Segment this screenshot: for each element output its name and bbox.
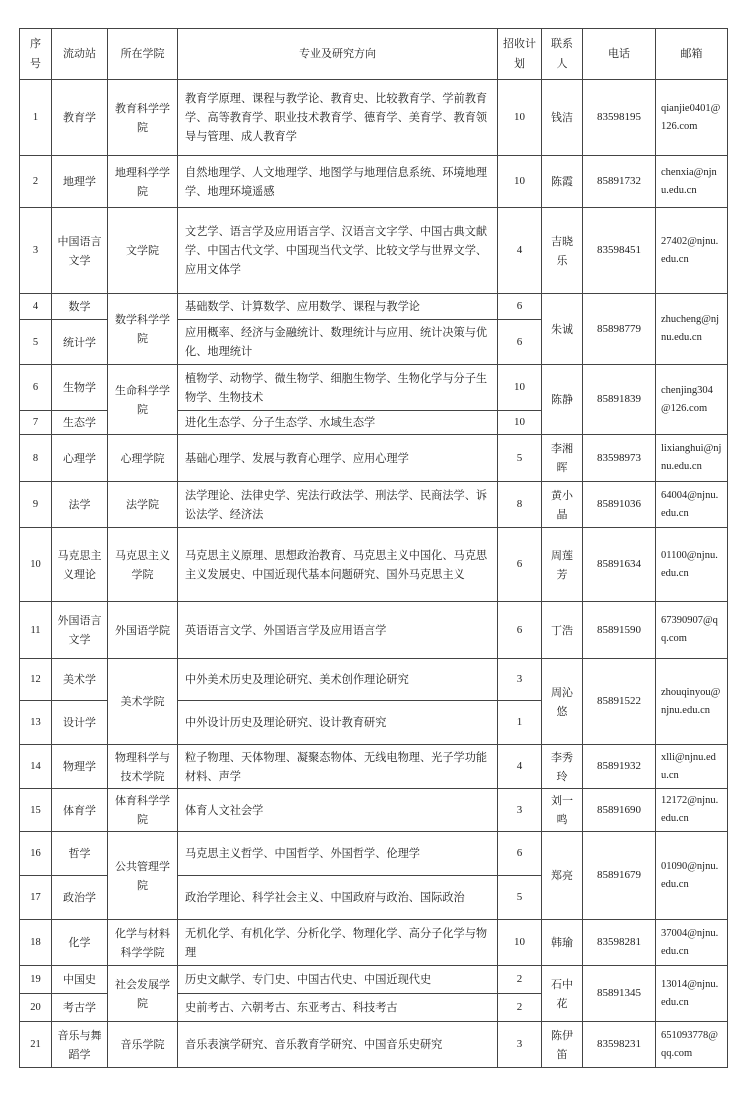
college-cell: 生命科学学院 [108,365,178,435]
email-cell: 27402@njnu.edu.cn [656,208,728,294]
direction-cell: 无机化学、有机化学、分析化学、物理化学、高分子化学与物理 [178,920,498,966]
phone-cell: 85891679 [583,832,656,920]
phone-cell: 85891690 [583,789,656,832]
direction-cell: 中外设计历史及理论研究、设计教育研究 [178,701,498,745]
station-cell: 统计学 [52,320,108,365]
email-cell: qianjie0401@126.com [656,80,728,156]
row-no: 7 [20,411,52,435]
direction-cell: 历史文献学、专门史、中国古代史、中国近现代史 [178,966,498,994]
plan-cell: 4 [498,745,542,789]
table-row [20,832,728,876]
table-row [20,659,728,701]
direction-cell: 史前考古、六朝考古、东亚考古、科技考古 [178,994,498,1022]
phone-cell: 85891590 [583,602,656,659]
table-row [20,745,728,789]
phone-cell: 85898779 [583,294,656,365]
station-cell: 体育学 [52,789,108,832]
table-row [20,80,728,156]
row-no: 5 [20,320,52,365]
direction-cell: 马克思主义哲学、中国哲学、外国哲学、伦理学 [178,832,498,876]
direction-cell: 政治学理论、科学社会主义、中国政府与政治、国际政治 [178,876,498,920]
email-cell: 37004@njnu.edu.cn [656,920,728,966]
header-college: 所在学院 [108,29,178,80]
header-station: 流动站 [52,29,108,80]
email-cell: chenjing304@126.com [656,365,728,435]
header-row [20,29,728,80]
table-row [20,966,728,994]
row-no: 8 [20,435,52,482]
header-contact: 联系人 [542,29,583,80]
phone-cell: 83598231 [583,1022,656,1068]
row-no: 13 [20,701,52,745]
row-no: 4 [20,294,52,320]
contact-cell: 黄小晶 [542,482,583,528]
contact-cell: 刘一鸣 [542,789,583,832]
table-row [20,435,728,482]
contact-cell: 丁浩 [542,602,583,659]
station-cell: 中国史 [52,966,108,994]
college-cell: 公共管理学院 [108,832,178,920]
direction-cell: 音乐表演学研究、音乐教育学研究、中国音乐史研究 [178,1022,498,1068]
phone-cell: 83598973 [583,435,656,482]
college-cell: 马克思主义学院 [108,528,178,602]
direction-cell: 文艺学、语言学及应用语言学、汉语言文字学、中国古典文献学、中国古代文学、中国现当代文学、比较文学与世界文学、应用文体学 [178,208,498,294]
direction-cell: 粒子物理、天体物理、凝聚态物体、无线电物理、光子学功能材料、声学 [178,745,498,789]
row-no: 12 [20,659,52,701]
station-cell: 数学 [52,294,108,320]
email-cell: 01090@njnu.edu.cn [656,832,728,920]
college-cell: 数学科学学院 [108,294,178,365]
email-cell: 64004@njnu.edu.cn [656,482,728,528]
row-no: 10 [20,528,52,602]
station-cell: 哲学 [52,832,108,876]
direction-cell: 英语语言文学、外国语言学及应用语言学 [178,602,498,659]
contact-cell: 陈伊笛 [542,1022,583,1068]
station-cell: 政治学 [52,876,108,920]
plan-cell: 6 [498,320,542,365]
plan-cell: 10 [498,80,542,156]
plan-cell: 2 [498,994,542,1022]
plan-cell: 1 [498,701,542,745]
plan-cell: 10 [498,920,542,966]
college-cell: 化学与材料科学学院 [108,920,178,966]
direction-cell: 法学理论、法律史学、宪法行政法学、刑法学、民商法学、诉讼法学、经济法 [178,482,498,528]
row-no: 18 [20,920,52,966]
table-row [20,789,728,832]
station-cell: 考古学 [52,994,108,1022]
header-no: 序号 [20,29,52,80]
contact-cell: 郑亮 [542,832,583,920]
row-no: 11 [20,602,52,659]
contact-cell: 韩瑜 [542,920,583,966]
phone-cell: 83598451 [583,208,656,294]
header-email: 邮箱 [656,29,728,80]
contact-cell: 朱诚 [542,294,583,365]
station-cell: 教育学 [52,80,108,156]
contact-cell: 李秀玲 [542,745,583,789]
direction-cell: 基础数学、计算数学、应用数学、课程与教学论 [178,294,498,320]
header-phone: 电话 [583,29,656,80]
email-cell: lixianghui@njnu.edu.cn [656,435,728,482]
station-cell: 马克思主义理论 [52,528,108,602]
direction-cell: 应用概率、经济与金融统计、数理统计与应用、统计决策与优化、地理统计 [178,320,498,365]
row-no: 21 [20,1022,52,1068]
contact-cell: 李湘晖 [542,435,583,482]
plan-cell: 6 [498,294,542,320]
station-cell: 中国语言文学 [52,208,108,294]
contact-cell: 陈霞 [542,156,583,208]
row-no: 3 [20,208,52,294]
row-no: 9 [20,482,52,528]
direction-cell: 马克思主义原理、思想政治教育、马克思主义中国化、马克思主义发展史、中国近现代基本问题研究、国外马克思主义 [178,528,498,602]
email-cell: 12172@njnu.edu.cn [656,789,728,832]
row-no: 14 [20,745,52,789]
plan-cell: 3 [498,789,542,832]
plan-cell: 3 [498,659,542,701]
plan-cell: 10 [498,365,542,411]
station-cell: 外国语言文学 [52,602,108,659]
row-no: 1 [20,80,52,156]
station-cell: 音乐与舞蹈学 [52,1022,108,1068]
plan-cell: 6 [498,528,542,602]
table-row [20,294,728,320]
table-row [20,920,728,966]
college-cell: 社会发展学院 [108,966,178,1022]
direction-cell: 基础心理学、发展与教育心理学、应用心理学 [178,435,498,482]
email-cell: 67390907@qq.com [656,602,728,659]
row-no: 15 [20,789,52,832]
station-cell: 物理学 [52,745,108,789]
plan-cell: 10 [498,156,542,208]
plan-cell: 6 [498,832,542,876]
header-plan: 招收计划 [498,29,542,80]
plan-cell: 4 [498,208,542,294]
phone-cell: 85891345 [583,966,656,1022]
college-cell: 外国语学院 [108,602,178,659]
phone-cell: 85891839 [583,365,656,435]
college-cell: 音乐学院 [108,1022,178,1068]
plan-cell: 6 [498,602,542,659]
email-cell: 13014@njnu.edu.cn [656,966,728,1022]
station-cell: 心理学 [52,435,108,482]
plan-cell: 8 [498,482,542,528]
plan-cell: 5 [498,435,542,482]
college-cell: 文学院 [108,208,178,294]
phone-cell: 85891036 [583,482,656,528]
station-cell: 设计学 [52,701,108,745]
table-row [20,602,728,659]
contact-cell: 周莲芳 [542,528,583,602]
college-cell: 心理学院 [108,435,178,482]
table-row [20,365,728,411]
direction-cell: 教育学原理、课程与教学论、教育史、比较教育学、学前教育学、高等教育学、职业技术教育学、德育学、美育学、教育领导与管理、成人教育学 [178,80,498,156]
college-cell: 物理科学与技术学院 [108,745,178,789]
contact-cell: 陈静 [542,365,583,435]
station-cell: 地理学 [52,156,108,208]
station-cell: 美术学 [52,659,108,701]
contact-cell: 钱洁 [542,80,583,156]
table-row [20,1022,728,1068]
plan-cell: 3 [498,1022,542,1068]
row-no: 19 [20,966,52,994]
direction-cell: 进化生态学、分子生态学、水域生态学 [178,411,498,435]
college-cell: 地理科学学院 [108,156,178,208]
row-no: 20 [20,994,52,1022]
direction-cell: 中外美术历史及理论研究、美术创作理论研究 [178,659,498,701]
phone-cell: 85891634 [583,528,656,602]
college-cell: 美术学院 [108,659,178,745]
table-row [20,208,728,294]
row-no: 16 [20,832,52,876]
direction-cell: 自然地理学、人文地理学、地图学与地理信息系统、环境地理学、地理环境遥感 [178,156,498,208]
postdoc-station-table [19,28,728,1068]
email-cell: 01100@njnu.edu.cn [656,528,728,602]
direction-cell: 体育人文社会学 [178,789,498,832]
email-cell: zhucheng@njnu.edu.cn [656,294,728,365]
email-cell: xlli@njnu.edu.cn [656,745,728,789]
station-cell: 化学 [52,920,108,966]
station-cell: 生态学 [52,411,108,435]
row-no: 17 [20,876,52,920]
contact-cell: 周沁悠 [542,659,583,745]
phone-cell: 85891932 [583,745,656,789]
college-cell: 体育科学学院 [108,789,178,832]
table-row [20,528,728,602]
phone-cell: 85891522 [583,659,656,745]
college-cell: 法学院 [108,482,178,528]
plan-cell: 2 [498,966,542,994]
station-cell: 生物学 [52,365,108,411]
row-no: 2 [20,156,52,208]
plan-cell: 5 [498,876,542,920]
direction-cell: 植物学、动物学、微生物学、细胞生物学、生物化学与分子生物学、生物技术 [178,365,498,411]
table-row [20,156,728,208]
email-cell: zhouqinyou@njnu.edu.cn [656,659,728,745]
email-cell: chenxia@njnu.edu.cn [656,156,728,208]
contact-cell: 石中花 [542,966,583,1022]
phone-cell: 85891732 [583,156,656,208]
phone-cell: 83598281 [583,920,656,966]
station-cell: 法学 [52,482,108,528]
phone-cell: 83598195 [583,80,656,156]
header-direction: 专业及研究方向 [178,29,498,80]
row-no: 6 [20,365,52,411]
college-cell: 教育科学学院 [108,80,178,156]
table-row [20,482,728,528]
email-cell: 651093778@qq.com [656,1022,728,1068]
contact-cell: 吉晓乐 [542,208,583,294]
plan-cell: 10 [498,411,542,435]
